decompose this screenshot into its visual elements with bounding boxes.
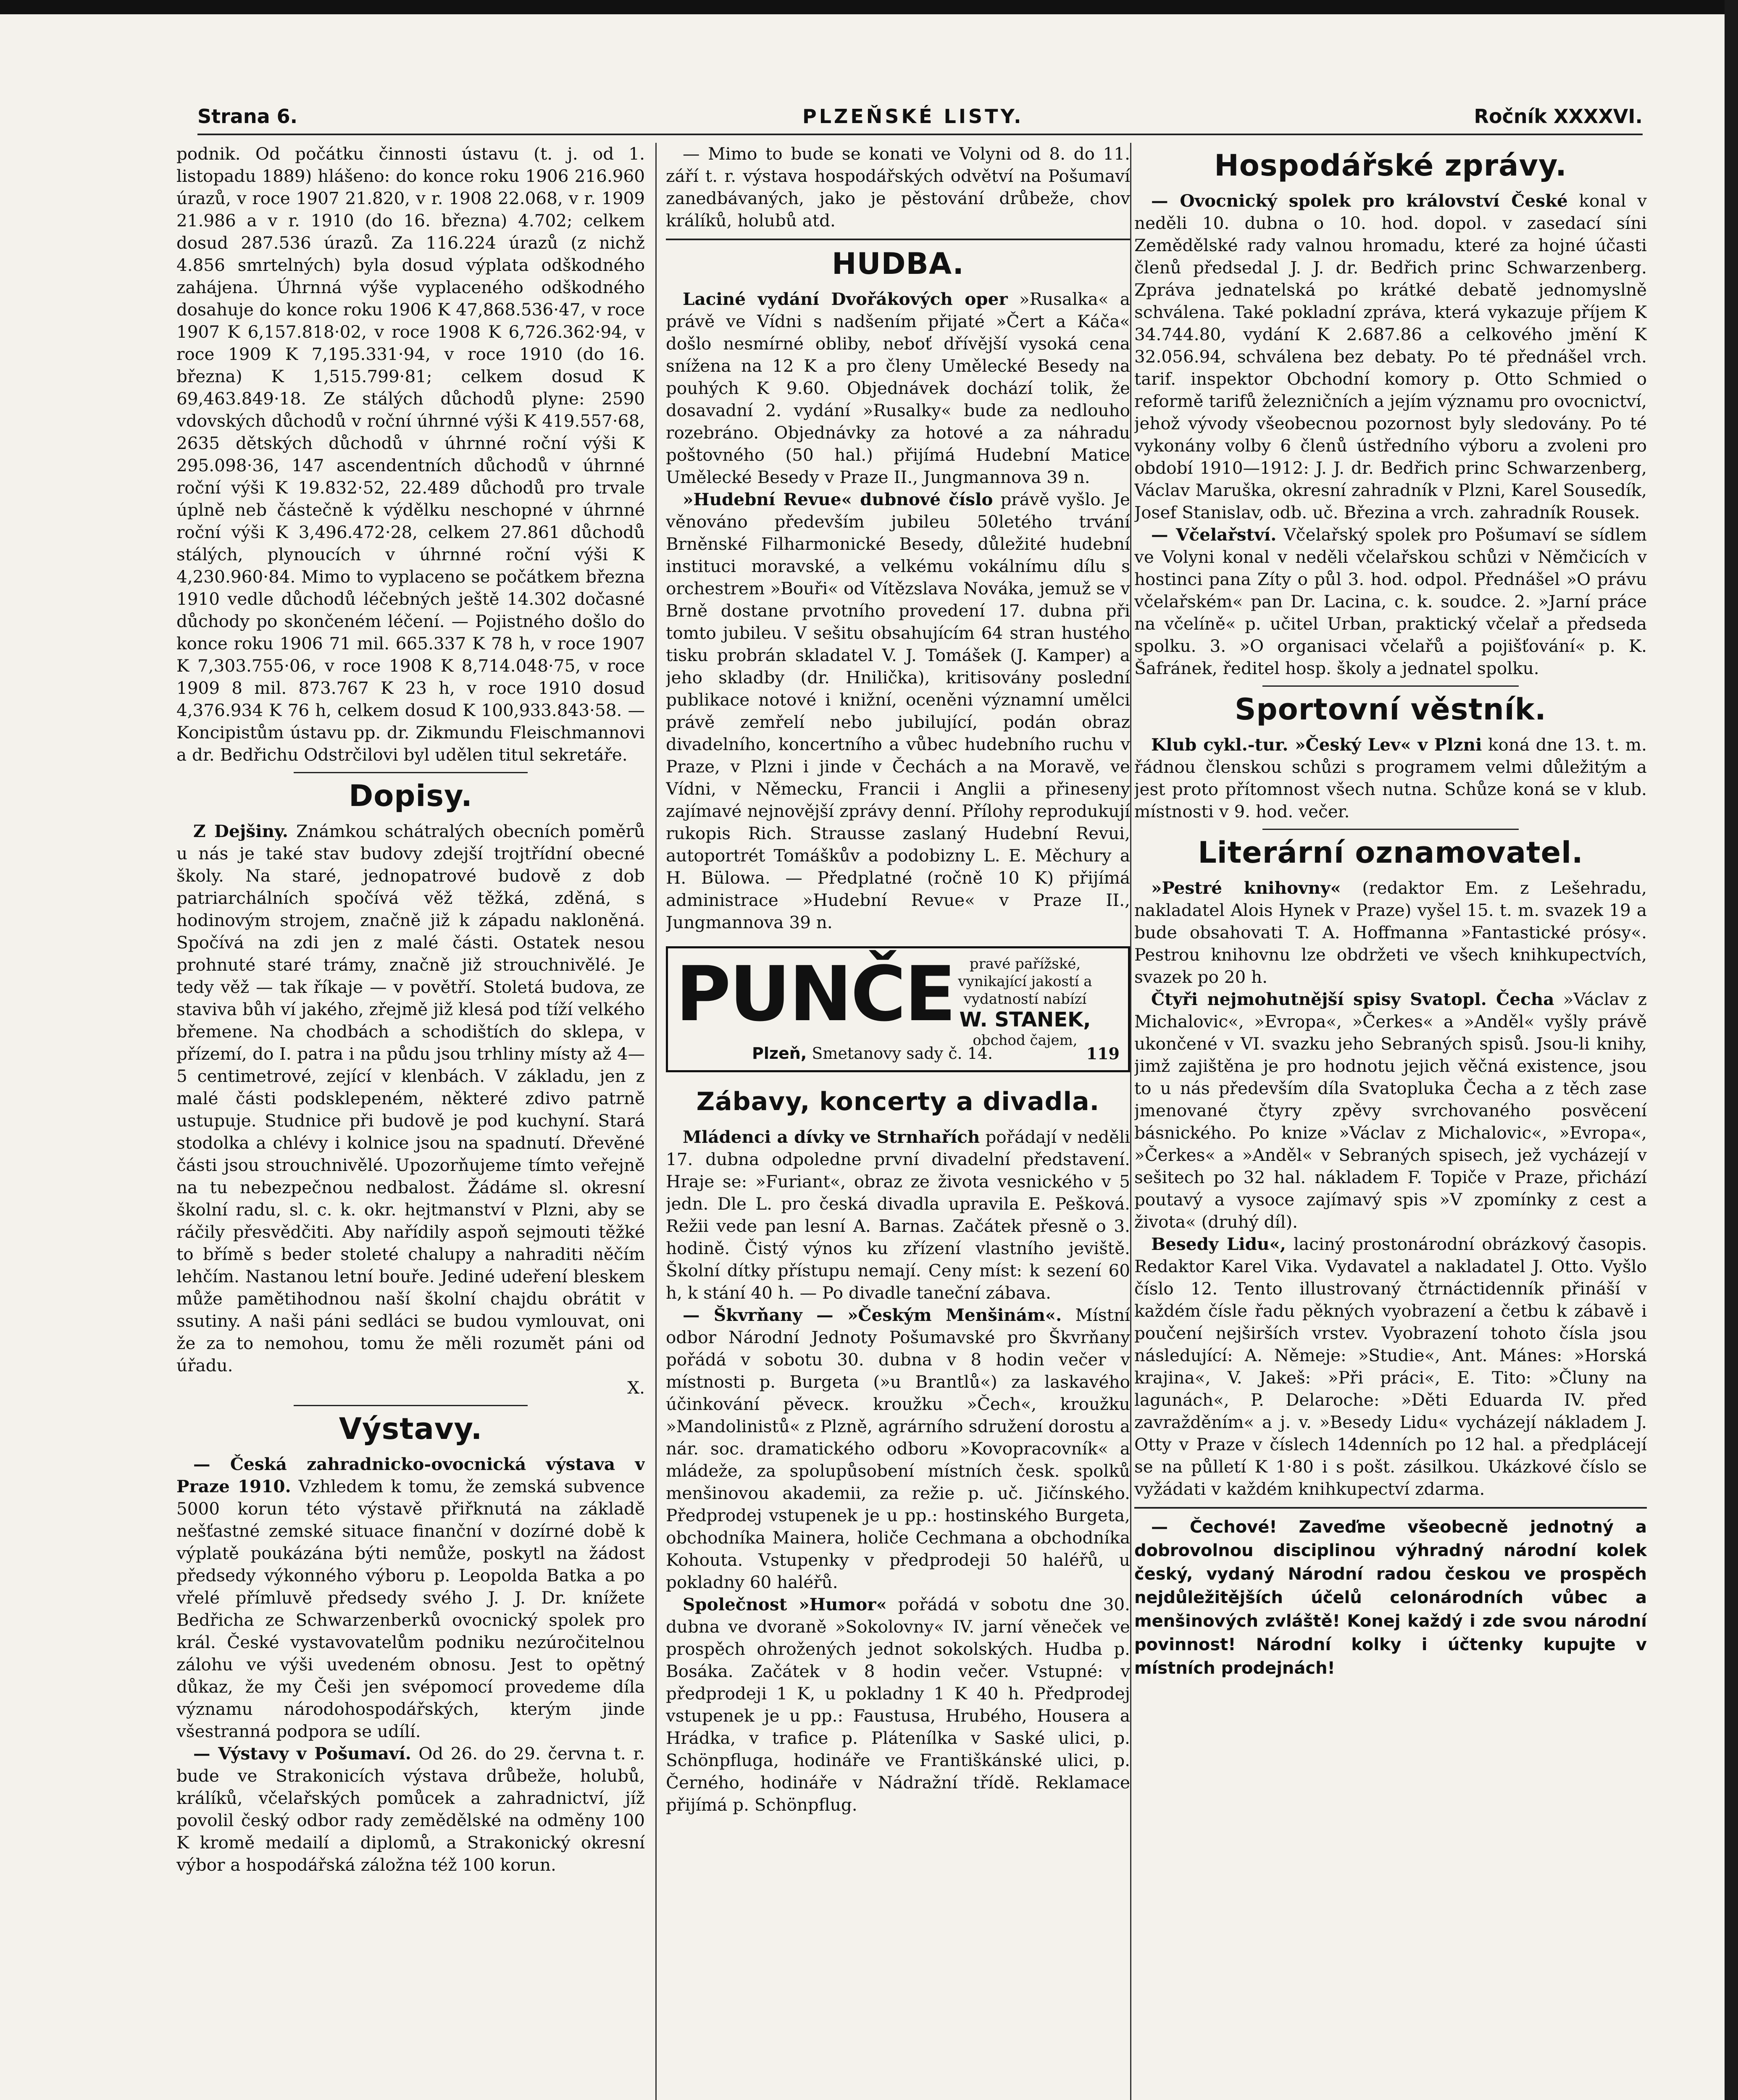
signature: X.: [627, 1378, 645, 1398]
divider: [294, 1405, 528, 1406]
article-text: podnik. Od počátku činnosti ústavu (t. j. od 1. listopadu 1889) hlášeno: do konce roku 1906 216.960 úrazů, v roce 1907 21.820, v r. 1908 22.068, v r. 1909 21.986 a v r. 1910 (do 16. března) 4.702; celkem dosud 287.536 úrazů. Za 116.224 úrazů (z nichž 4.856 smrtelných) byla dosud výplata odškodného zahájena. Úhrnná výše vyplaceného odškodného dosahuje do konce roku 1906 K 47,868.536·47, v roce 1907 K 6,157.818·02, v roce 1908 K 6,726.362·94, v roce 1909 K 7,195.331·94, v roce 1910 (do 16. března) K 1,515.799·81; celkem dosud K 69,463.849·18. Ze stálých důchodů plyne: 2590 vdovských důchodů v roční úhrnné výši K 419.557·68, 2635 dětských důchodů v úhrnné roční výši K 295.098·36, 147 ascendentních důchodů v úhrnné roční výši K 19.832·52, 22.489 důchodů pro trvale úplně neb částečně k výdělku neschopné v úhrnné roční výši K 3,496.472·28, celkem 27.861 důchodů stálých, plynoucích v úhrnné roční výši K 4,230.960·84. Mimo to vyplaceno se počátkem března 1910 vedle důchodů léčebných ještě 14.302 dočasné důchody po skončeném léčení. — Pojistného došlo do konce roku 1906 71 mil. 665.337 K 78 h, v roce 1907 K 7,303.755·06, v roce 1908 K 8,714.048·75, v roce 1909 8 mil. 873.767 K 23 h, v roce 1910 dosud 4,376.934 K 76 h, celkem dosud K 100,933.843·58. — Koncipistům ústavu pp. dr. Zikmundu Fleischmannovi a dr. Bedřichu Odstrčilovi byl udělen titul sekretáře.: [176, 144, 645, 765]
divider: [1262, 829, 1519, 830]
ad-headline: PUNČE: [676, 950, 954, 1038]
article-text: Vzhledem k tomu, že zemská subvence 5000 korun této výstavě přiřknutá na základě nešťastné zemské situace finanční v dozírné době k výplatě poukázána býti nemůže, poskytl na žádost předsedy výkonného výboru p. Leopolda Batka a po vřelé přímluvě předsedy svého J. J. Dr. knížete Bedřicha ze Schwarzenberků ovocnický spolek pro král. České vystavovatelům podniku nezúročitelnou zálohu ve výši uvedeném obnosu. Jest to opětný důkaz, že my Češi jen svépomocí provedeme díla významu národohospodářských, kterým jinde všestranná podpora se udílí.: [176, 1476, 645, 1741]
section-title-zabavy: Zábavy, koncerty a divadla.: [696, 1087, 1100, 1116]
volume-label: Ročník XXXXVI.: [1474, 105, 1643, 128]
scan-edge: [1725, 0, 1738, 2100]
divider: [1134, 1507, 1647, 1509]
section-title-hudba: HUDBA.: [832, 247, 964, 281]
divider: [1262, 685, 1519, 687]
section-title-vystavy: Výstavy.: [339, 1412, 483, 1446]
national-appeal: — Čechové! Zaveďme všeobecně jednotný a dobrovolnou disciplinou výhradný národní kolek český, vydaný Národní radou českou ve prospěch nejdůležitějších účelů celonárodních vůbec a menšinových zvláště! Konej každý i zde svou národní povinnost! Národní kolky i účtenky kupujte v místních prodejnách!: [1134, 1517, 1647, 1678]
article: [1134, 190, 1647, 524]
article: [666, 1304, 1130, 1593]
section-title-hospodarske: Hospodářské zprávy.: [1214, 148, 1567, 183]
article-lead: — Včelařství.: [1151, 525, 1277, 545]
column-rule: [655, 143, 657, 2100]
section-title-sport: Sportovní věstník.: [1235, 692, 1546, 727]
top-border: [0, 0, 1738, 14]
article: [1134, 734, 1647, 823]
page-number: Strana 6.: [197, 105, 298, 128]
article-lead: Z Dejšiny.: [193, 821, 289, 841]
newspaper-title: PLZEŇSKÉ LISTY.: [802, 105, 1024, 128]
article-text: »Václav z Michalovic«, »Evropa«, »Čerkes« a »Anděl« vyšly právě ukončené v VI. svazku jeho Sebraných spisů. Jsou-li knihy, jimž zajištěna je pro hodnotu jejich věčná existence, jsou to u nás především díla Svatopluka Čecha a z těch zase jmenované čtyry zpěvy svrchovaného posvěcení básnického. Po knize »Václav z Michalovic«, »Evropa«, »Čerkes« a »Anděl« v Sebraných spisech, jež vycházejí v sešitech po 32 hal. nákladem F. Topiče v Praze, přichází poutavý a vysoce zajímavý spis »V zpomínky z cest a života« (druhý díl).: [1134, 989, 1647, 1232]
page-header: [197, 101, 1643, 130]
header-rule: [197, 134, 1643, 135]
article-text: pořádá v sobotu dne 30. dubna ve dvoraně »Sokolovny« IV. jarní věneček ve prospěch ohrožených jednot sokolských. Hudba p. Bosáka. Začátek v 8 hodin večer. Vstupné: v předprodeji 1 K, u pokladny 1 K 40 h. Předprodej vstupenek je u pp.: Faustusa, Hrubého, Housera a Hrádka, v trafice p. Plátenílka v Saské ulici, p. Schönpfluga, hodináře ve Františkánské ulici, p. Černého, hodináře v Nádražní třídě. Reklamace přijímá p. Schönpflug.: [666, 1594, 1130, 1815]
ad-text-block: [937, 955, 1113, 1049]
article: [1134, 1233, 1647, 1500]
article: [666, 1593, 1130, 1816]
article-lead: Čtyři nejmohutnější spisy Svatopl. Čecha: [1151, 989, 1554, 1009]
column-1: [176, 143, 645, 2100]
article-text: koná dne 13. t. m. řádnou členskou schůzi s programem velmi důležitým a jest proto přítomnost všech nutna. Schůze koná se v klub. místnosti v 9. hod. večer.: [1134, 735, 1647, 822]
article-lead: — Česká zahradnicko-ovocnická výstava v Praze 1910.: [176, 1454, 645, 1496]
article-text: pořádají v neděli 17. dubna odpoledne první divadelní představení. Hraje se: »Furiant«, obraz ze života vesnického v 5 jedn. Dle L. pro česká divadla upravila E. Pešková. Režii vede pan lesní A. Barnas. Začátek přesně o 3. hodině. Čistý výnos ku zřízení vlastního jeviště. Školní dítky přístupu nemají. Ceny míst: k sezení 60 h, k stání 40 h. — Po divadle taneční zábava.: [666, 1127, 1130, 1303]
article-text: »Rusalka« a právě ve Vídni s nadšením přijaté »Čert a Káča« došlo nesmírné obliby, neboť dřívější vysoká cena snížena na 12 K a pro členy Umělecké Besedy na pouhých K 9.60. Objednávek dochází tolik, že dosavadní 2. vydání »Rusalky« bude za nedlouho rozebráno. Objednávky za hotové a za náhradu poštovného (50 hal.) přijímá Hudební Matice Umělecké Besedy v Praze II., Jungmannova 39 n.: [666, 289, 1130, 487]
article-text: Místní odbor Národní Jednoty Pošumavské pro Škvrňany pořádá v sobotu 30. dubna v 8 hodin večer v místnosti p. Burgeta (»u Brantlů«) za laskavého účinkování pěvecк. kroužku »Čech«, kroužku »Mandolinistů« z Plzně, agrárního sdružení dorostu a nár. soc. dramatického odboru »Kovopracovník« a mládeže, za spolupůsobení místních česk. spolků menšinovou akademii, za režie p. uč. Jičínského. Předprodej vstupenek je u pp.: hostinského Burgeta, obchodníka Mainera, holiče Cechmana a obchodníka Kohouta. Vstupenky v předprodeji 50 haléřů, u pokladny 60 haléřů.: [666, 1305, 1130, 1592]
article-text: Známkou schátralých obecních poměrů u nás je také stav budovy zdejší trojtřídní obecné školy. Na staré, jednopatrové budově z dob patriarchálních spočívá věž těžká, zděná, s hodinovým strojem, značně již k západu nakloněná. Spočívá na zdi jen z malé části. Ostatek nesou prohnuté staré trámy, značně již strouchnivělé. Je tedy věž — tak říkaje — v povětří. Stoletá budova, ze staviva bůh ví jakého, zřejmě již klesá pod tíží velkého břemene. Na chodbách a schodištích do sklepa, v přízemí, do I. patra i na půdu jsou trhliny místy až 4—5 centimetrové, zející v klenbách. V základu, jen z malé části podsklepeném, některé zdivo patrně ustupuje. Studnice při budově je pod kuchyní. Stará stodolka a chlévy i kolnice jsou na spadnutí. Dřevěné části jsou strouchnivělé. Upozorňujeme tímto veřejně na tu nebezpečnou nedbalost. Žádáme sl. okresní školní radu, sl. c. k. okr. hejtmanství v Plzni, aby se ráčily přesvědčiti. Aby nařídily aspoň sejmouti těžké to břímě s beder stoleté chalupy a nahraditi něčím lehčím. Nastanou letní bouře. Jediné udeření bleskem může pamětihodnou naší školní chajdu obrátit v ssutiny. A naši páni sedláci se budou vymlouvat, oni že za to nemohou, tomu že měli rozumět páni od úřadu.: [176, 821, 645, 1376]
column-2: [666, 143, 1130, 2100]
article-text: konal v neděli 10. dubna o 10. hod. dopol. v zasedací síni Zemědělské rady valnou hromadu, které za hojné účasti členů předsedal J. J. dr. Bedřich princ Schwarzenberg. Zpráva jednatelská po krátké debatě jednomyslně schválena. Také pokladní zpráva, která vykazuje příjem K 34.744.80, vydání K 2.687.86 a celkového jmění K 32.056.94, schválena bez debaty. Po té přednášel vrch. tarif. inspektor Obchodní komory p. Otto Schmied o reformě tarifů železničních a jejím významu pro ovocnictví, jehož vývody všeobecnou pozornost byly sledovány. Po té vykonány volby 6 členů ústředního výboru a zvoleni pro období 1910—1912: J. J. dr. Bedřich princ Schwarzenberg, Václav Maruška, okresní zahradník v Plzni, Karel Sousedík, Josef Stanislav, odb. uč. Březina a vrch. zahradník Rousek.: [1134, 191, 1647, 522]
article: [1134, 877, 1647, 988]
article: [1134, 524, 1647, 680]
ad-address: [752, 1042, 993, 1065]
section-title-dopisy: Dopisy.: [349, 779, 473, 813]
article-text: Od 26. do 29. června t. r. bude ve Strakonicích výstava drůbeže, holubů, králíků, včelařských pomůcek a zahradnictví, jíž povolil český odbor rady zemědělské na odměny 100 K kromě medailí a diplomů, a Strakonický okresní výbor a hospodářská záložna též 100 korun.: [176, 1743, 645, 1875]
ad-firm: W. STANEK,: [959, 1008, 1091, 1032]
article-text: — Mimo to bude se konati ve Volyni od 8. do 11. září t. r. výstava hospodářských odvětví na Pošumaví zanedbávaných, jako je pěstování drůbeže, chov králíků, holubů atd.: [666, 144, 1130, 231]
article-lead: Mládenci a dívky ve Strnhařích: [683, 1127, 980, 1147]
divider: [666, 239, 1130, 240]
article-text: laciný prostonárodní obrázkový časopis. Redaktor Karel Vika. Vydavatel a nakladatel J. Otto. Vyšlo číslo 12. Tento illustrovaný čtrnáctidenník přináší v každém čísle řadu pěkných vyobrazení a četbu k zábavě i poučení nejširších vrstev. Vyobrazení tohoto čísla jsou následující: A. Němeje: »Studie«, Ant. Mánes: »Horská krajina«, V. Jakeš: »Při práci«, E. Tito: »Čluny na lagunách«, P. Delaroche: »Děti Eduarda IV. před zavražděním« a j. v. »Besedy Lidu« vycházejí nákladem J. Otty v Praze v číslech 14denních po 12 hal. a předplácejí se na půlletí K 1·80 i s pošt. zásilkou. Ukázkové číslo se vyžádati v každém knihkupectví zdarma.: [1134, 1234, 1647, 1499]
article-lead: — Škvrňany — »Českým Menšinám«.: [683, 1305, 1062, 1325]
ad-firm-sub: obchod čajem,: [973, 1032, 1078, 1049]
article-lead: — Ovocnický spolek pro království České: [1151, 191, 1568, 211]
article-text: právě vyšlo. Je věnováno především jubileu 50letého trvání Brněnské Filharmonické Besedy, důležité hudební instituci moravské, a velkému vokálnímu dílu s orchestrem »Bouři« od Vítězslava Nováka, jemuž se v Brně dostane prvotního provedení 17. dubna při tomto jubileu. V sešitu obsahujícím 64 stran hustého tisku probrán skladatel V. J. Tomášek (J. Kamper) a jeho skladby (dr. Hnilička), kritisovány poslední publikace notové i knižní, oceněni významní umělci právě zemřelí nebo jubilující, podán obraz divadelního, koncertního a vůbec hudebního ruchu v Praze, v Plzni i jinde v Čechách a na Moravě, ve Vídni, v Německu, Francii i Anglii a přineseny zajímavé nejnovější zprávy denní. Přílohy reprodukují rukopis Rich. Strausse zaslaný Hudební Revui, autoportrét Tomáškův a podobizny L. E. Měchury a H. Bülowa. — Předplatné (ročně 10 K) přijímá administrace »Hudební Revue« v Praze II., Jungmannova 39 n.: [666, 489, 1130, 932]
article-lead: »Pestré knihovny«: [1151, 878, 1341, 898]
column-rule: [1130, 143, 1131, 2100]
column-3: [1134, 143, 1647, 2100]
signature-line: [176, 1377, 645, 1399]
article-lead: Besedy Lidu«,: [1151, 1234, 1286, 1254]
article: [666, 488, 1130, 934]
article-text: (redaktor Em. z Lešehradu, nakladatel Alois Hynek v Praze) vyšel 15. t. m. svazek 19 a bude obsahovati T. A. Hoffmanna »Fantastické prósy«. Pestrou knihovnu lze obdržeti ve všech knihkupectvích, svazek po 20 h.: [1134, 878, 1647, 987]
article: [1134, 988, 1647, 1233]
ad-city: Plzeň,: [752, 1044, 807, 1063]
article-lead: — Výstavy v Pošumaví.: [193, 1743, 411, 1764]
article-lead: Klub cykl.-tur. »Český Lev« v Plzni: [1151, 735, 1482, 755]
divider: [294, 772, 528, 773]
article-lead: Společnost »Humor«: [683, 1594, 887, 1614]
article-text: Včelařský spolek pro Pošumaví se sídlem ve Volyni konal v neděli včelařskou schůzi v Němčicích v hostinci pana Zíty o půl 3. hod. odpol. Přednášel »O právu včelařském« pan Dr. Lacina, c. k. soudce. 2. »Jarní práce na včelíně« p. učitel Urban, praktický včelař a předseda spolku. 3. »O organisaci včelařů a pojišťování« p. K. Šafránek, ředitel hosp. školy a jednatel spolku.: [1134, 525, 1647, 678]
punce-advertisement: [666, 946, 1130, 1072]
article: [176, 1743, 645, 1876]
ad-street: Smetanovy sady č. 14.: [807, 1044, 993, 1063]
article-lead: »Hudební Revue« dubnové číslo: [683, 489, 993, 509]
article-lead: Laciné vydání Dvořákových oper: [683, 289, 1008, 309]
article: [176, 1453, 645, 1743]
section-title-literarni: Literární oznamovatel.: [1198, 835, 1583, 870]
ad-text: pravé pařížské, vynikající jakostí a vydatností nabízí: [958, 956, 1092, 1008]
ad-number: 119: [1086, 1044, 1120, 1063]
article: [666, 288, 1130, 488]
article: [666, 1126, 1130, 1304]
article: [176, 820, 645, 1377]
